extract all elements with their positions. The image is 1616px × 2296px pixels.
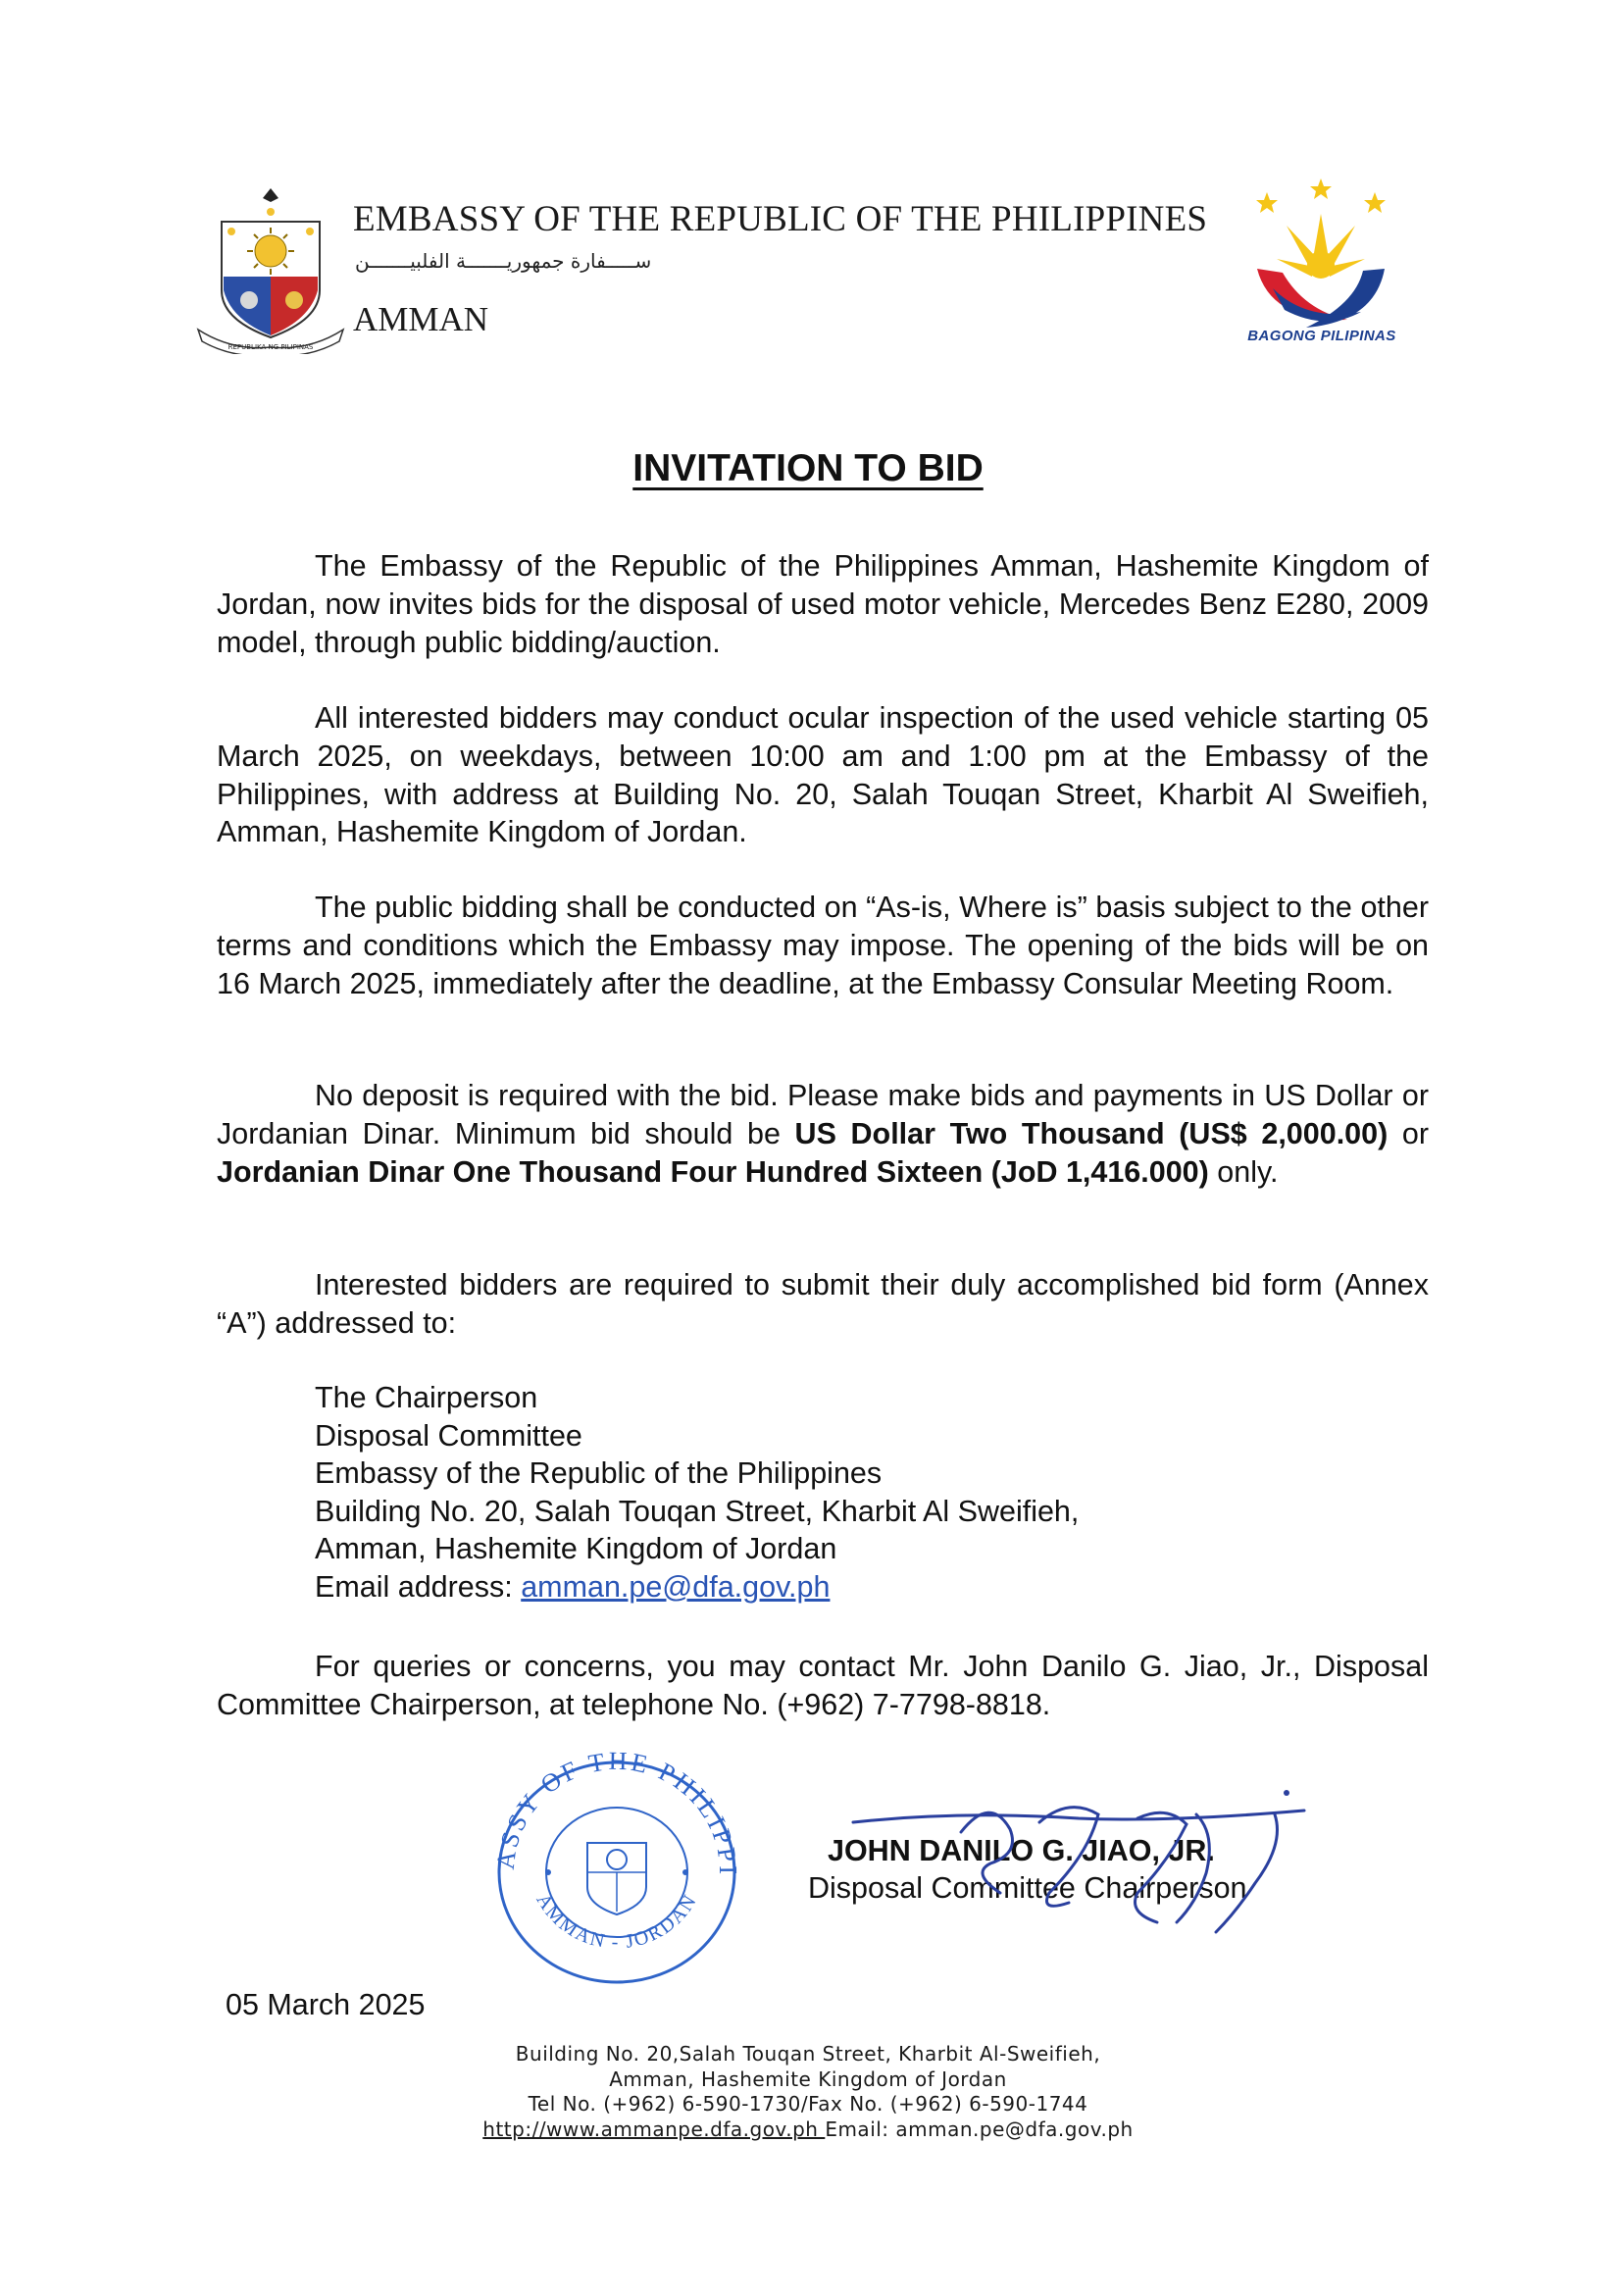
paragraph-bidding-terms [217,889,1429,1002]
paragraph-4-text [217,1077,1429,1191]
paragraph-inspection [217,699,1429,851]
address-email-line [315,1568,1079,1607]
stamp-top-text: ASSY OF THE PHILIPPI [490,1750,743,1878]
handwritten-signature [843,1775,1314,1952]
min-bid-lead: No deposit is required with the bid. Please make bids and payments in US Dollar or Jordanian Dinar. Minimum bid should be [217,1079,1429,1150]
letterhead-footer [0,2042,1616,2142]
paragraph-2-text: All interested bidders may conduct ocular inspection of the used vehicle starting 05 March 2025, on weekdays, between 10:00 am and 1:00 pm at the Embassy of the Philippines, with address at Building No. 20, Salah Touqan Street, Kharbit Al Sweifieh, Amman, Hashemite Kingdom of Jordan. [217,701,1429,849]
embassy-city: AMMAN [353,300,489,338]
address-line-5: Amman, Hashemite Kingdom of Jordan [315,1532,837,1566]
embassy-name: EMBASSY OF THE REPUBLIC OF THE PHILIPPINES [353,199,1208,239]
paragraph-6-text: For queries or concerns, you may contact Mr. John Danilo G. Jiao, Jr., Disposal Committee Chairperson, at telephone No. (+962) 7-7798-8818. [217,1650,1429,1721]
bagong-pilipinas-logo [1237,175,1404,332]
email-label: Email address: [315,1569,522,1604]
bagong-pilipinas-caption: BAGONG PILIPINAS [1247,328,1396,344]
address-line-1: The Chairperson [315,1381,538,1414]
paragraph-invitation [217,547,1429,661]
seal-scroll-text: REPUBLIKA NG PILIPINAS [227,343,314,351]
paragraph-minimum-bid [217,1077,1429,1191]
address-line-3: Embassy of the Republic of the Philippines [315,1456,883,1491]
email-link[interactable]: amman.pe@dfa.gov.ph [521,1569,831,1604]
min-bid-jod: Jordanian Dinar One Thousand Four Hundred Sixteen (JoD 1,416.000) [217,1154,1209,1189]
footer-line-1: Building No. 20,Salah Touqan Street, Kharbit Al-Sweifieh, [515,2042,1101,2066]
paragraph-3-text: The public bidding shall be conducted on “As-is, Where is” basis subject to the other terms and conditions which the Embassy may impose. The opening of the bids will be on 16 March 2025, immediately after the deadline, at the Embassy Consular Meeting Room. [217,891,1429,1000]
min-bid-usd: US Dollar Two Thousand (US$ 2,000.00) [794,1116,1389,1150]
paragraph-1-text: The Embassy of the Republic of the Philippines Amman, Hashemite Kingdom of Jordan, now invites bids for the disposal of used motor vehicle, Mercedes Benz E280, 2009 model, through public bidding/auction. [217,549,1429,659]
footer-line-3: Tel No. (+962) 6-590-1730/Fax No. (+962) 6-590-1744 [528,2092,1088,2116]
signatory-name: JOHN DANILO G. JIAO, JR. [828,1834,1215,1867]
paragraph-submission [217,1266,1429,1343]
address-line-2: Disposal Committee [315,1418,582,1453]
paragraph-contact [217,1648,1429,1724]
footer-website-link[interactable]: http://www.ammanpe.dfa.gov.ph [482,2117,826,2141]
document-date: 05 March 2025 [226,1988,426,2021]
mailing-address-block [315,1379,1079,1607]
footer-email-label: Email: [825,2117,896,2141]
document-title: INVITATION TO BID [632,447,984,489]
philippine-coat-of-arms-seal [192,182,349,354]
address-line-4: Building No. 20, Salah Touqan Street, Kharbit Al Sweifieh, [315,1494,1080,1528]
embassy-official-stamp [475,1750,759,1995]
embassy-name-arabic: ســـــفارة جمهوريـــــــة الفلبيـــــــن [355,249,652,273]
footer-line-4 [0,2117,1616,2143]
stamp-bottom-text: AMMAN - JORDAN [531,1890,702,1954]
paragraph-5-text: Interested bidders are required to submit their duly accomplished bid form (Annex “A”) addressed to: [217,1268,1429,1340]
min-bid-connector: or [1388,1116,1429,1150]
footer-email[interactable]: amman.pe@dfa.gov.ph [895,2117,1134,2141]
signatory-position: Disposal Committee Chairperson [808,1871,1247,1905]
min-bid-tail: only. [1208,1154,1279,1189]
svg-text:EMBASSY OF THE PHILIPPINES [475,1750,742,1877]
footer-line-2: Amman, Hashemite Kingdom of Jordan [609,2066,1007,2091]
